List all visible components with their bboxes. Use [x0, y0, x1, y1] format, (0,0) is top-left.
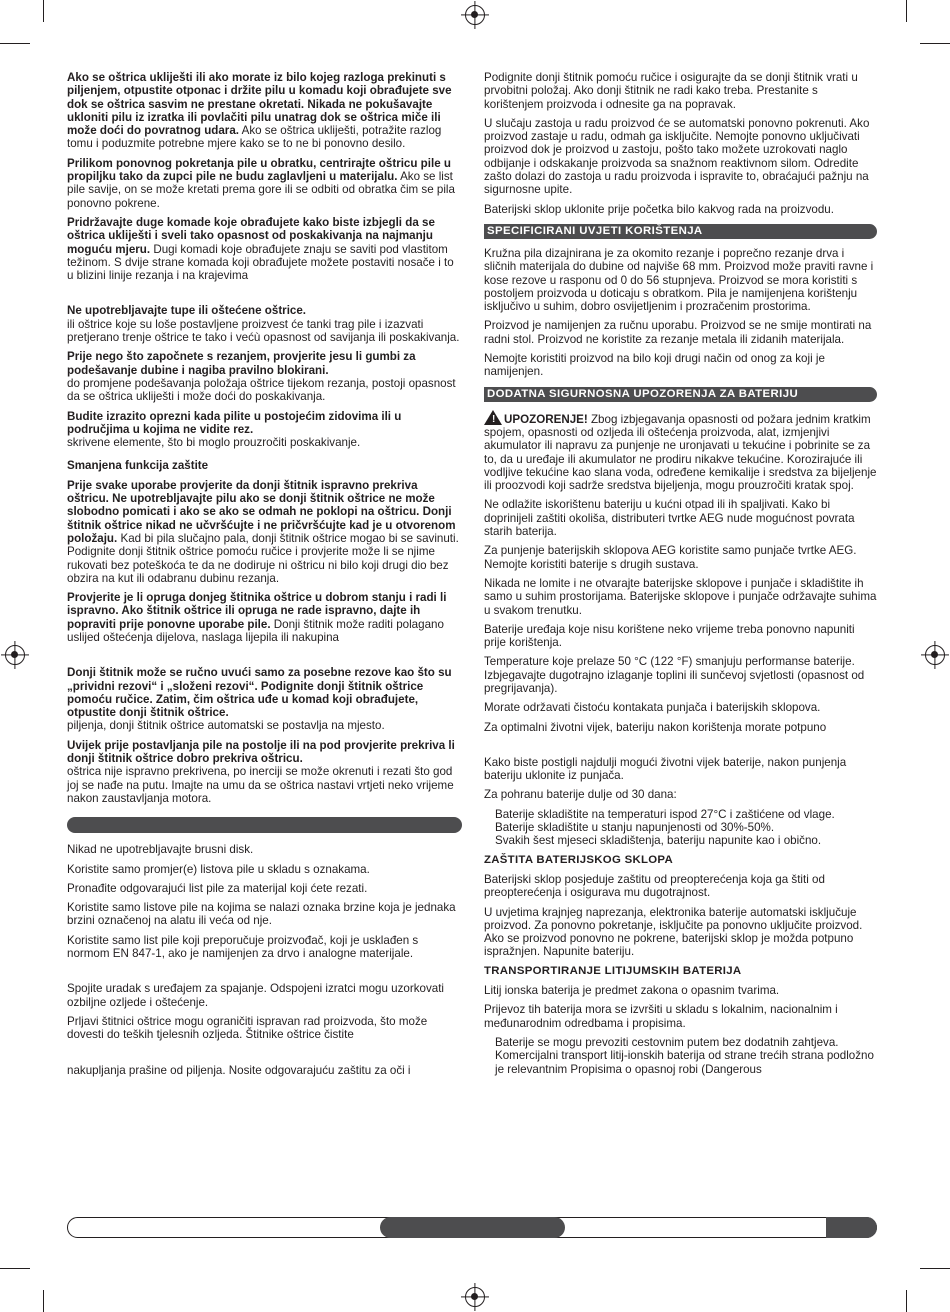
crop-mark [920, 1268, 950, 1269]
registration-mark-icon [465, 1287, 485, 1307]
paragraph: Prljavi štitnici oštrice mogu ograničiti ispravan rad proizvoda, što može dovesti do teških tjelesnih ozljeda. Štitnike oštrice čistite [67, 1014, 428, 1042]
crop-mark [0, 1268, 30, 1269]
subheading-protection: ZAŠTITA BATERIJSKOG SKLOPA [484, 853, 673, 866]
paragraph: Litij ionska baterija je predmet zakona o opasnim tvarima. [484, 984, 780, 998]
paragraph: Prijevoz tih baterija mora se izvršiti u skladu s lokalnim, nacionalnim i međunarodnim odredbama i propisima. [484, 1003, 838, 1030]
crop-mark [920, 43, 950, 44]
paragraph: ! UPOZORENJE! Zbog izbjegavanja opasnosti od požara jednim kratkim spojem, opasnosti od ozljeda ili oštećenja proizvoda, alat, izmjenjivi akumulator ili napravu za punjenje ne uronjavati u tekućine i pobrinite se za to, da u uređaje ili akumulator ne prodiru nikakve tekućine. Korozirajuće ili vodljive tekućine kao slana voda, određene kemikalije i sredstva za bijeljenje ili proozvodi koji sadrže sredstva bijeljenja, mogu prouzročiti kratak spoj. [484, 410, 877, 493]
crop-mark [0, 43, 30, 44]
list-item: Komercijalni transport litij-ionskih baterija od strane trećih strana podložno je relevantnim Propisima o opasnoj robi (Dangerous [495, 1049, 874, 1076]
paragraph: Baterijski sklop uklonite prije početka bilo kakvog rada na proizvodu. [484, 202, 834, 216]
list-item: Baterije skladištite u stanju napunjenosti od 30%-50%. [495, 821, 775, 835]
paragraph: Ne upotrebljavajte tupe ili oštećene oštrice. ili oštrice koje su loše postavljene proizvest će tanki trag pile i izazvati pretjerano trenje oštrice te tako i većù opasnost od savijanja ili poskakivanja. [67, 304, 460, 345]
registration-mark-icon [5, 645, 25, 665]
paragraph: Temperature koje prelaze 50 °C (122 °F) smanjuju performanse baterije. Izbjegavajte dugotrajno izlaganje toplini ili sunčevoj svjetlosti (opasnost od pregrijavanja). [484, 655, 865, 695]
paragraph: Nikad ne upotrebljavajte brusni disk. [67, 843, 254, 857]
paragraph: Prije svake uporabe provjerite da donji štitnik ispravno prekriva oštricu. Ne upotrebljavajte pilu ako se donji štitnik oštrice ne može slobodno pomicati i ako se ako se odmah ne poklopi na oštricu. Donji štitnik oštrice nikad ne učvršćujte i ne pričvršćujte kad je u otvorenom položaju. Kad bi pila slučajno pala, donji štitnik oštrice mogao bi se savinuti. Podignite donji štitnik oštrice pomoću ručice i provjerite može li se njime rukovati bez poteškoća te da ne dodiruje ni oštricu ni bilo koji drugi dio bez obzira na kut ili odabranu dubinu rezanja. [67, 478, 459, 585]
footer-language-block [380, 1217, 565, 1238]
right-column [484, 71, 877, 1082]
list-item: Svakih šest mjeseci skladištenja, bateriju napunite kao i obično. [495, 834, 822, 848]
paragraph: Pronađite odgovarajući list pile za materijal koji ćete rezati. [67, 881, 368, 895]
paragraph: Donji štitnik može se ručno uvući samo za posebne rezove kao što su „prividni rezovi“ i „složeni rezovi“. Podignite donji štitnik oštrice pomoću ručice. Zatim, čim oštrica uđe u komad koji obrađujete, otpustite donji štitnik oštrice. piljenja, donji štitnik oštrice automatski se postavlja na mjesto. [67, 666, 452, 733]
paragraph: U slučaju zastoja u radu proizvod će se automatski ponovno pokrenuti. Ako proizvod zastaje u radu, odmah ga isključite. Nemojte ponovno uključivati proizvod dok je proizvod u zastoju, pošto tako možete uzrokovati naglo odbijanje i odskakanje proizvoda sa snažnom reaktivnom silom. Odredite zašto dolazi do zastoja u radu proizvoda i ispravite to, obraćajući pažnju na sigurnosne upite. [484, 116, 870, 197]
paragraph: Ako se oštrica ukliješti ili ako morate iz bilo kojeg razloga prekinuti s piljenjem, otpustite otponac i držite pilu u komadu koji obrađujete sve dok se oštrica sasvim ne prestane okretati. Nikada ne pokušavajte ukloniti pilu iz izratka ili povlačiti pilu unatrag dok se oštrica miče ili može doći do povratnog udara. Ako se oštrica ukliješti, potražite razlog tomu i poduzmite potrebne mjere kako se to ne bi ponovno desilo. [67, 71, 452, 151]
crop-mark [906, 0, 907, 22]
paragraph: Za punjenje baterijskih sklopova AEG koristite samo punjače tvrtke AEG. Nemojte koristiti baterije s drugih sustava. [484, 544, 857, 571]
paragraph: Za pohranu baterije dulje od 30 dana: [484, 788, 677, 802]
registration-mark-icon [925, 645, 945, 665]
paragraph: Budite izrazito oprezni kada pilite u postojećim zidovima ili u područjima u kojima ne vidite rez. skrivene elemente, što bi moglo prouzročiti poskakivanje. [67, 409, 402, 450]
crop-mark [906, 1290, 907, 1312]
left-column [67, 71, 462, 1083]
paragraph: Morate održavati čistoću kontakata punjača i baterijskih sklopova. [484, 701, 821, 715]
section-header-specs: SPECIFICIRANI UVJETI KORIŠTENJA [484, 224, 877, 239]
list-item: Baterije skladištite na temperaturi ispod 27°C i zaštićene od vlage. [495, 807, 835, 821]
paragraph: Koristite samo listove pile na kojima se nalazi oznaka brzine koja je jednaka brzini označenoj na alatu ili veća od nje. [67, 901, 456, 928]
registration-mark-icon [465, 5, 485, 25]
paragraph: Koristite samo promjer(e) listova pile u skladu s oznakama. [67, 862, 370, 876]
paragraph: Kako biste postigli najdulji mogući životni vijek baterije, nakon punjenja bateriju uklonite iz punjača. [484, 755, 847, 783]
paragraph: U uvjetima krajnjeg naprezanja, elektronika baterije automatski isključuje proizvod. Za ponovno pokretanje, isključite pa ponovno uključite proizvod. Ako se proizvod ponovno ne pokrene, baterijski sklop je možda potpuno ispražnjen. Napunite bateriju. [484, 905, 863, 959]
section-header-battery: DODATNA SIGURNOSNA UPOZORENJA ZA BATERIJU [484, 387, 877, 402]
paragraph: Spojite uradak s uređajem za spajanje. Odspojeni izratci mogu uzorkovati ozbiljne ozljede i oštećenje. [67, 982, 444, 1009]
paragraph: Podignite donji štitnik pomoću ručice i osigurajte da se donji štitnik vrati u prvobitni položaj. Ako donji štitnik ne radi kako treba. Prestanite s korištenjem proizvoda i odnesite ga na popravak. [484, 71, 858, 111]
paragraph: Proizvod je namijenjen za ručnu uporabu. Proizvod se ne smije montirati na radni stol. Proizvod ne koristite za rezanje metala ili zidanih materijala. [484, 319, 872, 346]
paragraph: Baterije uređaja koje nisu korištene neko vrijeme treba ponovno napuniti prije korištenja. [484, 622, 855, 650]
paragraph: Prilikom ponovnog pokretanja pile u obratku, centrirajte oštricu pile u propiljku tako da zupci pile ne budu zaglavljeni u materijalu. Ako se list pile savije, on se može kretati prema gore ili se odbiti od obratka čim se pila ponovno pokrene. [67, 156, 455, 210]
paragraph: Nikada ne lomite i ne otvarajte baterijske sklopove i punjače i skladištite ih samo u suhim prostorijama. Baterijske sklopove i punjače održavajte suhima u svakom trenutku. [484, 576, 877, 617]
paragraph: nakupljanja prašine od piljenja. Nosite odgovarajuću zaštitu za oči i [67, 1063, 411, 1077]
subheading-guard: Smanjena funkcija zaštite [67, 459, 209, 473]
paragraph: Koristite samo list pile koji preporučuje proizvođač, koji je usklađen s normom EN 847-1, ako je namijenjen za drvo i analogne materijale. [67, 933, 419, 961]
paragraph: Pridržavajte duge komade koje obrađujete kako biste izbjegli da se oštrica ukliješti i sveli tako opasnost od poskakivanja na najmanju moguću mjeru. Dugi komadi koje obrađujete znaju se saviti pod vlastitom težinom. S dvije strane komada koji obrađujete možete postaviti nosače i to u blizini linije rezanja i na krajevima [67, 215, 454, 283]
crop-mark [43, 0, 44, 22]
warning-triangle-icon: ! [484, 410, 502, 425]
footer-page-block [826, 1217, 877, 1238]
crop-mark [43, 1290, 44, 1312]
list-item: Baterije se mogu prevoziti cestovnim putem bez dodatnih zahtjeva. [495, 1035, 839, 1049]
paragraph: Baterijski sklop posjeduje zaštitu od preopterećenja koja ga štiti od preopterećenja i osigurava mu dugotrajnost. [484, 872, 825, 900]
paragraph: Ne odlažite iskorištenu bateriju u kućni otpad ili ih spaljivati. Kako bi doprinijeli zaštiti okoliša, distributeri tvrtke AEG nude mogućnost povrata starih baterija. [484, 498, 855, 539]
paragraph: Kružna pila dizajnirana je za okomito rezanje i poprečno rezanje drva i sličnih materijala do dubine od najviše 68 mm. Proizvod može praviti ravne i kose rezove u rasponu od 0 do 56 stupnjeva. Proizvod se mora koristiti s postoljem proizvoda u doticaju s obratkom. Pila je namijenjena korištenju isključivo u suhim, dobro osvijetljenim i prozračenim prostorima. [484, 246, 874, 314]
paragraph: Nemojte koristiti proizvod na bilo koji drugi način od onog za koji je namijenjen. [484, 352, 825, 379]
paragraph: Uvijek prije postavljanja pile na postolje ili na pod provjerite prekriva li donji štitnik oštrice dobro prekriva oštricu. oštrica nije ispravno prekrivena, po inerciji se može okrenuti i rezati što god joj se nađe na putu. Imajte na umu da se oštrica nastavi vrtjeti neko vrijeme nakon zaustavljanja motora. [67, 738, 455, 805]
paragraph: Prije nego što započnete s rezanjem, provjerite jesu li gumbi za podešavanje dubine i nagiba pravilno blokirani. do promjene podešavanja položaja oštrice tijekom rezanja, postoji opasnost da se oštrica ukliješti i može doći do poskakivanja. [67, 350, 456, 404]
subheading-transport: TRANSPORTIRANJE LITIJUMSKIH BATERIJA [484, 964, 742, 977]
section-header-bar [67, 817, 462, 833]
paragraph: Provjerite je li opruga donjeg štitnika oštrice u dobrom stanju i radi li ispravno. Ako štitnik oštrice ili opruga ne rade ispravno, dajte ih popraviti prije ponovne uporabe pile. Donji štitnik može raditi polagano uslijed oštećenja dijelova, naslaga lijepila ili nakupina [67, 591, 447, 644]
paragraph: Za optimalni životni vijek, bateriju nakon korištenja morate potpuno [484, 720, 827, 734]
